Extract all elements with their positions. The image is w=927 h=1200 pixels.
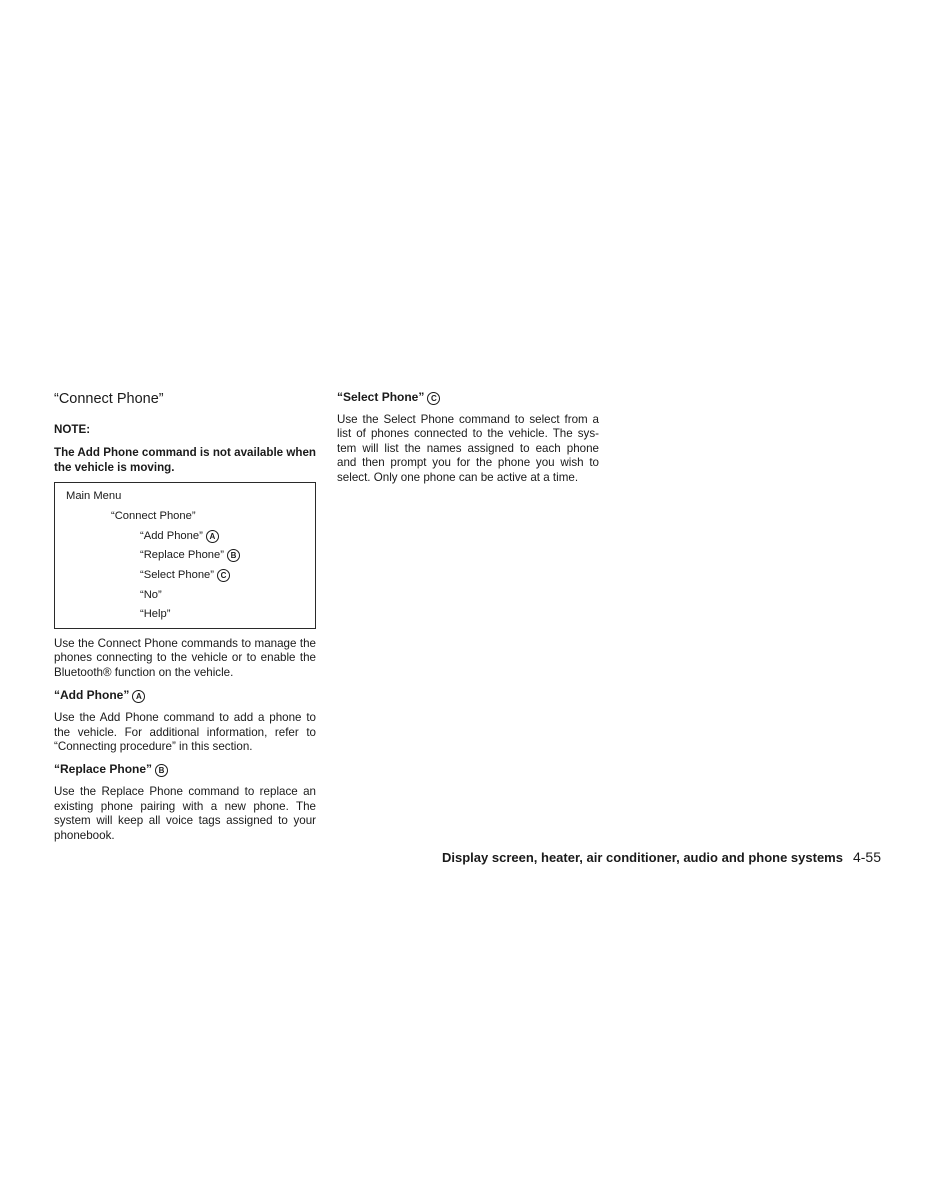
- menu-item-replace-phone-label: “Replace Phone”: [140, 549, 224, 562]
- select-phone-paragraph: Use the Select Phone command to select from a list of phones connected to the vehicle. The sys-tem will list the names assigned to each phone and then prompt you for the phone you wish to select. Only one phone can be active at a time.: [337, 413, 599, 484]
- select-phone-heading: [337, 390, 599, 405]
- menu-item-no-label: “No”: [140, 588, 162, 601]
- menu-item-add-phone: [66, 527, 315, 547]
- menu-item-no: [66, 586, 315, 606]
- menu-item-connect-phone-label: “Connect Phone”: [111, 509, 196, 522]
- circled-c-icon: C: [217, 569, 230, 582]
- menu-tree-box: [54, 482, 316, 629]
- circled-b-icon: B: [155, 764, 168, 777]
- note-text: The Add Phone command is not available when the vehicle is moving.: [54, 446, 316, 474]
- menu-item-main-label: Main Menu: [66, 490, 122, 503]
- select-phone-heading-label: “Select Phone”: [337, 390, 425, 404]
- menu-item-main: [66, 487, 315, 507]
- menu-item-replace-phone: [66, 546, 315, 566]
- circled-c-icon: C: [427, 392, 440, 405]
- add-phone-paragraph: Use the Add Phone command to add a phone to the vehicle. For additional information, refer to “Connecting procedure” in this section.: [54, 711, 316, 754]
- menu-item-select-phone-label: “Select Phone”: [140, 568, 215, 581]
- menu-item-add-phone-label: “Add Phone”: [140, 529, 203, 542]
- circled-a-icon: A: [206, 530, 219, 543]
- section-title: “Connect Phone”: [54, 391, 164, 407]
- add-phone-heading-label: “Add Phone”: [54, 688, 130, 703]
- page-footer: [442, 848, 881, 867]
- menu-item-help: [66, 605, 315, 625]
- circled-a-icon: A: [132, 690, 145, 703]
- footer-page-number: 4-55: [852, 849, 881, 865]
- replace-phone-heading: [54, 762, 316, 777]
- left-column: [54, 390, 316, 851]
- menu-item-connect-phone: [66, 507, 315, 527]
- replace-phone-heading-label: “Replace Phone”: [54, 762, 153, 777]
- right-column: [337, 390, 599, 493]
- circled-b-icon: B: [227, 549, 240, 562]
- footer-chapter-title: Display screen, heater, air conditioner, audio and phone systems: [442, 850, 843, 865]
- intro-paragraph: Use the Connect Phone commands to manage the phones connecting to the vehicle or to enable the Bluetooth® function on the vehicle.: [54, 637, 316, 679]
- note-label: NOTE:: [54, 423, 91, 436]
- replace-phone-paragraph: Use the Replace Phone command to replace an existing phone pairing with a new phone. The system will keep all voice tags assigned to your phonebook.: [54, 785, 316, 842]
- add-phone-heading: [54, 688, 316, 703]
- menu-item-select-phone: [66, 566, 315, 586]
- menu-item-help-label: “Help”: [140, 608, 171, 621]
